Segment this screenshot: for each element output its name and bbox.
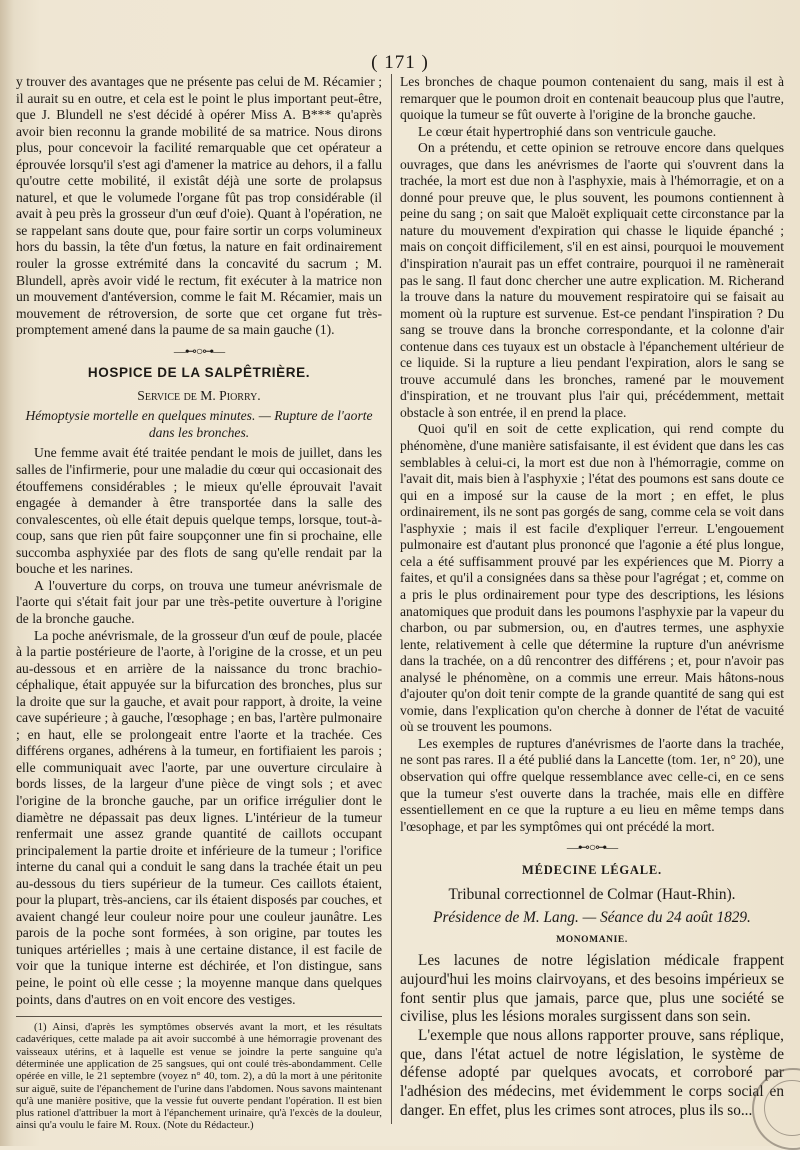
footnote xyxy=(16,1021,382,1132)
section-title: MÉDECINE LÉGALE. xyxy=(522,862,662,877)
column-divider xyxy=(391,74,392,1124)
paragraph: y trouver des avantages que ne présente pas celui de M. Récamier ; il aurait su en outre, et cela est le point le plus important peut-être, que J. Blundell ne s'est décidé à opérer Miss A. B*** qu'après avoir bien reconnu la grande mobilité de sa matrice. Nous dirons plus, pour concevoir la facilité remarquable que cet opérateur a éprouvée lorsqu'il s'est agi d'amener la matrice au dehors, il a fallu qu'outre cette mobilité, il existât déjà une sorte de prolapsus naturel, et que le volumede l'organe fût pas trop considérable (il avait à peu près la grosseur d'un œuf d'oie). Quant à l'opération, ne se rappelant sans doute que, pour faire sortir un corps volumineux hors du bassin, la tête d'un fœtus, la nature en fait ordinairement rouler la grosse extrémité dans la concavité du sacrum ; M. Blundell, après avoir vidé le rectum, fit exécuter à la matrice non un mouvement d'antéversion, comme le fait M. Récamier, mais un mouvement de rétroversion, de sorte que cet organe fut très-promptement amené dans la paume de sa main gauche (1). xyxy=(16,74,382,338)
paragraph: A l'ouverture du corps, on trouva une tumeur anévrismale de l'aorte qui s'était fait jour par une très-petite ouverture à l'origine de la bronche gauche. xyxy=(16,577,382,626)
footnote-text: (1) Ainsi, d'après les symptômes observés avant la mort, et les résultats cadavériques, cette malade pa ait avoir succombé à une hémorragie provenant des vaisseaux utérins, et à laquelle est venue se joindre la perte sanguine qu'a déterminée une application de 25 sangsues, qui ont coulé très-abondamment. Celle opérée en ville, le 21 septembre (voyez n° 40, tom. 2), a dû la mort à une péritonite sur aiguë, suite de l'épanchement de l'urine dans l'abdomen. Nous savons maintenant qu'à une manière positive, que la vessie fut ouverte pendant l'opération. Il est bien plus rationel d'attribuer la mort à l'épanchement urinaire, qu'à l'excès de la douleur, ainsi qu'a voulu le faire M. Roux. (Note du Rédacteur.) xyxy=(16,1021,382,1132)
stamp-inner-ring xyxy=(764,1080,800,1136)
right-column xyxy=(400,74,784,1121)
section-title: HOSPICE DE LA SALPÊTRIÈRE. xyxy=(87,365,311,381)
paragraph: Une femme avait été traitée pendant le mois de juillet, dans les salles de l'infirmerie, pour une maladie du cœur qui occasionait des étouffemens considérables ; le mieux qu'elle éprouvait l'avait engagée à demander à être transportée dans la salle des convalescentes, où elle était depuis quelque temps, lorsque, tout-à-coup, sans que rien pût faire soupçonner une fin si prochaine, elle succomba asphyxiée par des flots de sang qu'elle rendait par la bouche et les narines. xyxy=(16,445,382,577)
subsection-title: MONOMANIE. xyxy=(556,934,628,945)
paragraph: Le cœur était hypertrophié dans son ventricule gauche. xyxy=(418,123,717,139)
footnote-divider xyxy=(16,1016,382,1017)
left-column xyxy=(16,74,382,1132)
case-title: Hémoptysie mortelle en quelques minutes. — Rupture de l'aorte dans les bronches. xyxy=(25,408,373,440)
service-line: Service de M. Piorry. xyxy=(137,387,261,403)
tribunal-line: Tribunal correctionnel de Colmar (Haut-Rhin). xyxy=(448,886,736,904)
separator-ornament: —⊷○⊶— xyxy=(566,840,618,855)
separator-ornament: —⊷○⊶— xyxy=(173,343,225,358)
paragraph: Les lacunes de notre législation médicale frappent aujourd'hui les moins clairvoyans, et des besoins impérieux se font sentir plus que jamais, parce que, plus une société se civilise, plus les lésions morales surgissent dans son sein. xyxy=(400,952,784,1026)
paragraph: La poche anévrismale, de la grosseur d'un œuf de poule, placée à la partie postérieure de l'aorte, à l'origine de la crosse, et un peu au-dessous et en arrière de la naissance du tronc brachio-céphalique, était appuyée sur la bifurcation des bronches, plus sur la droite que sur la gauche, et avait pour rapport, à droite, la veine cave supérieure ; à gauche, l'œsophage ; en bas, l'artère pulmonaire ; en haut, elle se prolongeait entre l'aorte et la trachée. Ces différens organes, adhérens à la tumeur, en fortifiaient les parois ; elle communiquait avec l'aorte, par une ouverture circulaire à bords lisses, de la largeur d'une pièce de vingt sols ; et avec l'origine de la bronche gauche, par un orifice irrégulier dont le diamètre ne dépassait pas deux lignes. L'intérieur de la tumeur renfermait une assez grande quantité de caillots occupant principalement la partie droite et inférieure de la tumeur ; l'orifice interne du canal qui a conduit le sang dans la trachée était un peu au-dessous du tiers supérieur de la tumeur. Ces caillots étaient, pour la plupart, très-anciens, car ils étaient disposés par couches, et avaient changé leur couleur noire pour une couleur jaunâtre. Les parois de la poche sont formées, à son origine, par toutes les tuniques artérielles ; mais à une certaine distance, il est facile de voir que la tunique interne est déchirée, et l'on distingue, sans peine, le point où elle cesse ; la moyenne manque dans quelques points, dans d'autres on en voit encore des vestiges. xyxy=(16,627,382,1007)
paragraph: Quoi qu'il en soit de cette explication, qui rend compte du phénomène, d'une manière satisfaisante, il est évident que dans les cas semblables à celui-ci, la mort est due non à l'hémorragie, comme on l'avait dit, mais bien à l'asphyxie ; l'état des poumons est sans doute ce qui en a imposé sur la cause de la mort ; en effet, le plus ordinairement, ils ne sont pas gorgés de sang, comme cela se voit dans l'asphyxie ; mais il est facile d'expliquer l'erreur. L'engouement pulmonaire est d'autant plus prononcé que l'agonie a été plus longue, cela a été suffisamment prouvé par les expériences que M. Piorry a faites, et qu'il a consignées dans sa thèse pour l'agrégat ; et, comme on a pris le plus ordinairement pour type des descriptions, les lésions anatomiques que produit dans les poumons l'asphyxie par la vapeur du charbon, ou par submersion, ou, en d'autres termes, une asphyxie lente, relativement à celle que détermine la rupture d'un anévrisme dans la trachée, on a dû rencontrer des différens ; et, pour n'avoir pas analysé le phénomène, on a commis une erreur. Mais hâtons-nous d'ajouter qu'on doit tenir compte de la grande quantité de sang qui est vomie, dans l'explication qu'on cherche à donner de l'état de vacuité où se trouvent les poumons. xyxy=(400,421,784,735)
presidence-line: Présidence de M. Lang. — Séance du 24 août 1829. xyxy=(433,908,751,926)
paragraph: On a prétendu, et cette opinion se retrouve encore dans quelques ouvrages, que dans les anévrismes de l'aorte qui s'ouvrent dans la trachée, la mort est due non à l'asphyxie, mais à l'hémorragie, et on a donné pour preuve que, le plus souvent, les poumons contiennent à peine du sang ; on sait que Maloët expliquait cette circonstance par la nature du mouvement d'expiration qui chasse le liquide épanché ; mais on conçoit difficilement, s'il en est ainsi, pourquoi le mouvement d'inspiration n'aurait pas un effet contraire, pourquoi il ne ramènerait pas le sang. Il faut donc chercher une autre explication. M. Richerand la trouve dans la nature du mouvement respiratoire qui se faisait au moment où la rupture est survenue. Est-ce pendant l'inspiration ? Du sang se trouve dans la bronche correspondante, et la colonne d'air contenue dans ces tuyaux est un obstacle à l'épanchement ultérieur de ce liquide. Si la rupture a lieu pendant l'expiration, alors le sang se trouve accumulé dans les bronches, ramené par le mouvement d'inspiration, et ne trouvant plus l'air qui, précédemment, mettait obstacle à son entrée, il en prend la place. xyxy=(400,140,784,420)
page-number: ( 171 ) xyxy=(371,52,429,73)
paragraph: L'exemple que nous allons rapporter prouve, sans réplique, que, dans l'état actuel de notre législation, le système de défense adopté par quelques avocats, et corroboré par l'adhésion des médecins, met évidemment le corps social en danger. En effet, plus les crimes sont atroces, plus ils so... xyxy=(400,1027,784,1119)
paragraph: Les exemples de ruptures d'anévrismes de l'aorte dans la trachée, ne sont pas rares. Il a été publié dans la Lancette (tom. 1er, n° 20), une observation qui offre quelque ressemblance avec celle-ci, en ce sens que la tumeur s'est ouverte dans la trachée, mais elle en diffère essentiellement en ce que la rupture a eu lieu en même temps dans l'œsophage, et par les symptômes qui ont précédé la mort. xyxy=(400,735,784,834)
paragraph: Les bronches de chaque poumon contenaient du sang, mais il est à remarquer que le poumon droit en contenait beaucoup plus que l'autre, quoique la tumeur se fût ouverte à l'origine de la bronche gauche. xyxy=(400,74,784,123)
